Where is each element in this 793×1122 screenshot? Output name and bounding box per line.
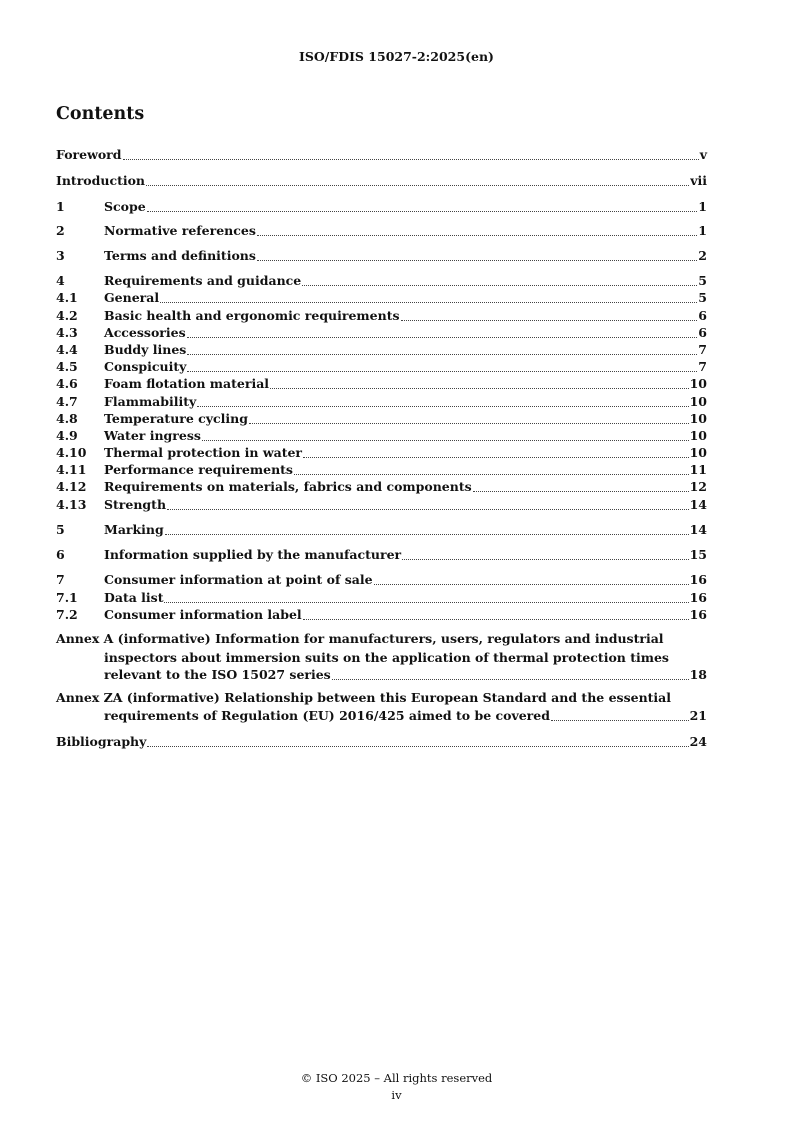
toc-entry-title: Consumer information label [104,607,302,622]
toc-entry-title: Accessories [104,325,186,340]
toc-entry-page: 11 [689,462,707,477]
toc-entry-page: 14 [689,522,707,537]
dot-leader [187,354,697,355]
annex-a-page: 18 [689,667,707,682]
toc-entry-title: Foreword [56,147,122,162]
toc-entry-title: Strength [104,497,167,512]
toc-entry-page: 5 [698,273,707,288]
toc-entry-page: vii [690,173,707,188]
toc-entry-number: 4.13 [56,497,87,512]
toc-entry[interactable] [56,290,707,306]
toc-entry-number: 7.2 [56,607,78,622]
dot-leader [147,746,688,747]
bibliography-page: 24 [689,734,707,749]
toc-entry-number: 4.1 [56,290,78,305]
annex-a-line-3 [104,667,707,683]
toc-entry-title: Performance requirements [104,462,293,477]
toc-entry-title: Buddy lines [104,342,187,357]
toc-entry[interactable] [56,359,707,375]
dot-leader [197,406,688,407]
toc-entry-page: 10 [689,428,707,443]
dot-leader [164,602,688,603]
toc-entry-number: 4.9 [56,428,78,443]
toc-entry-page: 16 [689,572,707,587]
toc-entry-number: 1 [56,199,65,214]
toc-entry[interactable] [56,376,707,392]
toc-entry-title: Data list [104,590,164,605]
toc-entry[interactable] [56,199,707,215]
dot-leader [374,584,689,585]
toc-entry-title: Normative references [104,223,256,238]
toc-entry[interactable] [56,342,707,358]
toc-entry-bibliography[interactable] [56,734,707,750]
toc-entry[interactable] [56,547,707,563]
annex-za-page: 21 [689,708,707,723]
dot-leader [303,457,689,458]
dot-leader [165,534,689,535]
toc-entry[interactable] [56,394,707,410]
toc-entry-page: 7 [698,342,707,357]
toc-entry-number: 4.2 [56,308,78,323]
toc-entry-page: 5 [698,290,707,305]
toc-entry-page: 12 [689,479,707,494]
dot-leader [303,619,689,620]
toc-entry-page: 14 [689,497,707,512]
toc-entry-page: 10 [689,411,707,426]
toc-entry[interactable] [56,308,707,324]
dot-leader [551,720,689,721]
dot-leader [187,337,698,338]
toc-entry[interactable] [56,223,707,239]
toc-entry-title: Temperature cycling [104,411,248,426]
dot-leader [202,440,689,441]
toc-entry-number: 4.8 [56,411,78,426]
toc-entry[interactable] [56,572,707,588]
toc-entry-page: 7 [698,359,707,374]
dot-leader [167,509,689,510]
toc-entry-page: 16 [689,607,707,622]
toc-entry[interactable] [56,147,707,163]
toc-entry-number: 4.12 [56,479,87,494]
toc-entry-title: Marking [104,522,164,537]
toc-entry-page: 16 [689,590,707,605]
toc-entry-number: 6 [56,547,65,562]
toc-entry-number: 4.3 [56,325,78,340]
toc-entry-title: Foam flotation material [104,376,270,391]
dot-leader [401,320,698,321]
toc-entry-number: 4 [56,273,65,288]
toc-entry-title: Information supplied by the manufacturer [104,547,402,562]
toc-entry[interactable] [56,590,707,606]
toc-entry[interactable] [56,445,707,461]
toc-entry[interactable] [56,248,707,264]
dot-leader [257,235,697,236]
toc-entry-number: 3 [56,248,65,263]
toc-entry-page: 10 [689,376,707,391]
toc-entry-title: Requirements and guidance [104,273,302,288]
toc-entry-page: 1 [698,199,707,214]
dot-leader [187,371,697,372]
toc-entry-page: 6 [698,325,707,340]
toc-entry-page: 10 [689,394,707,409]
dot-leader [473,491,689,492]
toc-entry[interactable] [56,173,707,189]
footer-copyright: © ISO 2025 – All rights reserved [300,1071,493,1085]
toc-entry-page: 2 [698,248,707,263]
toc-entry-page: 6 [698,308,707,323]
toc-entry-number: 4.11 [56,462,87,477]
dot-leader [294,474,689,475]
toc-entry-number: 4.5 [56,359,78,374]
toc-entry-title: Introduction [56,173,146,188]
toc-entry-title: Consumer information at point of sale [104,572,373,587]
dot-leader [123,159,699,160]
toc-entry[interactable] [56,607,707,623]
annex-za-line-2-text: requirements of Regulation (EU) 2016/425 aimed to be covered [104,708,550,723]
toc-entry-page: 1 [698,223,707,238]
dot-leader [249,423,689,424]
dot-leader [402,559,688,560]
toc-entry-page: 15 [689,547,707,562]
bibliography-text: Bibliography [56,734,147,749]
toc-entry[interactable] [56,462,707,478]
toc-entry-number: 4.7 [56,394,78,409]
dot-leader [147,211,698,212]
toc-entry-page: v [699,147,707,162]
toc-entry[interactable] [56,325,707,341]
dot-leader [160,302,697,303]
document-header: ISO/FDIS 15027-2:2025(en) [299,49,494,64]
page-title: Contents [56,104,145,124]
toc-entry-title: Basic health and ergonomic requirements [104,308,400,323]
annex-a-line-1: Annex A (informative) Information for manufacturers, users, regulators and industrial [56,631,664,646]
toc-entry-title: Flammability [104,394,197,409]
toc-entry-title: Thermal protection in water [104,445,303,460]
toc-entry-title: Requirements on materials, fabrics and components [104,479,472,494]
annex-za-line-2 [104,708,707,724]
toc-entry-title: Water ingress [104,428,201,443]
toc-entry[interactable] [56,273,707,289]
dot-leader [146,185,689,186]
toc-entry[interactable] [56,497,707,513]
toc-entry-number: 7.1 [56,590,78,605]
footer-page-number: iv [391,1088,402,1102]
toc-entry-number: 4.4 [56,342,78,357]
toc-entry-number: 7 [56,572,65,587]
toc-entry-page: 10 [689,445,707,460]
toc-entry-title: General [104,290,160,305]
toc-entry-title: Conspicuity [104,359,187,374]
dot-leader [332,679,689,680]
annex-za-line-1: Annex ZA (informative) Relationship between this European Standard and the essential [56,690,672,705]
annex-a-line-2: inspectors about immersion suits on the application of thermal protection times [104,650,669,665]
toc-entry-number: 5 [56,522,65,537]
toc-entry[interactable] [56,411,707,427]
toc-entry-number: 4.6 [56,376,78,391]
dot-leader [302,285,697,286]
dot-leader [257,260,697,261]
toc-entry-number: 2 [56,223,65,238]
toc-entry-number: 4.10 [56,445,87,460]
toc-entry-title: Scope [104,199,146,214]
toc-entry[interactable] [56,428,707,444]
toc-entry[interactable] [56,522,707,538]
annex-a-line-3-text: relevant to the ISO 15027 series [104,667,331,682]
toc-entry[interactable] [56,479,707,495]
toc-entry-title: Terms and definitions [104,248,256,263]
dot-leader [270,388,689,389]
